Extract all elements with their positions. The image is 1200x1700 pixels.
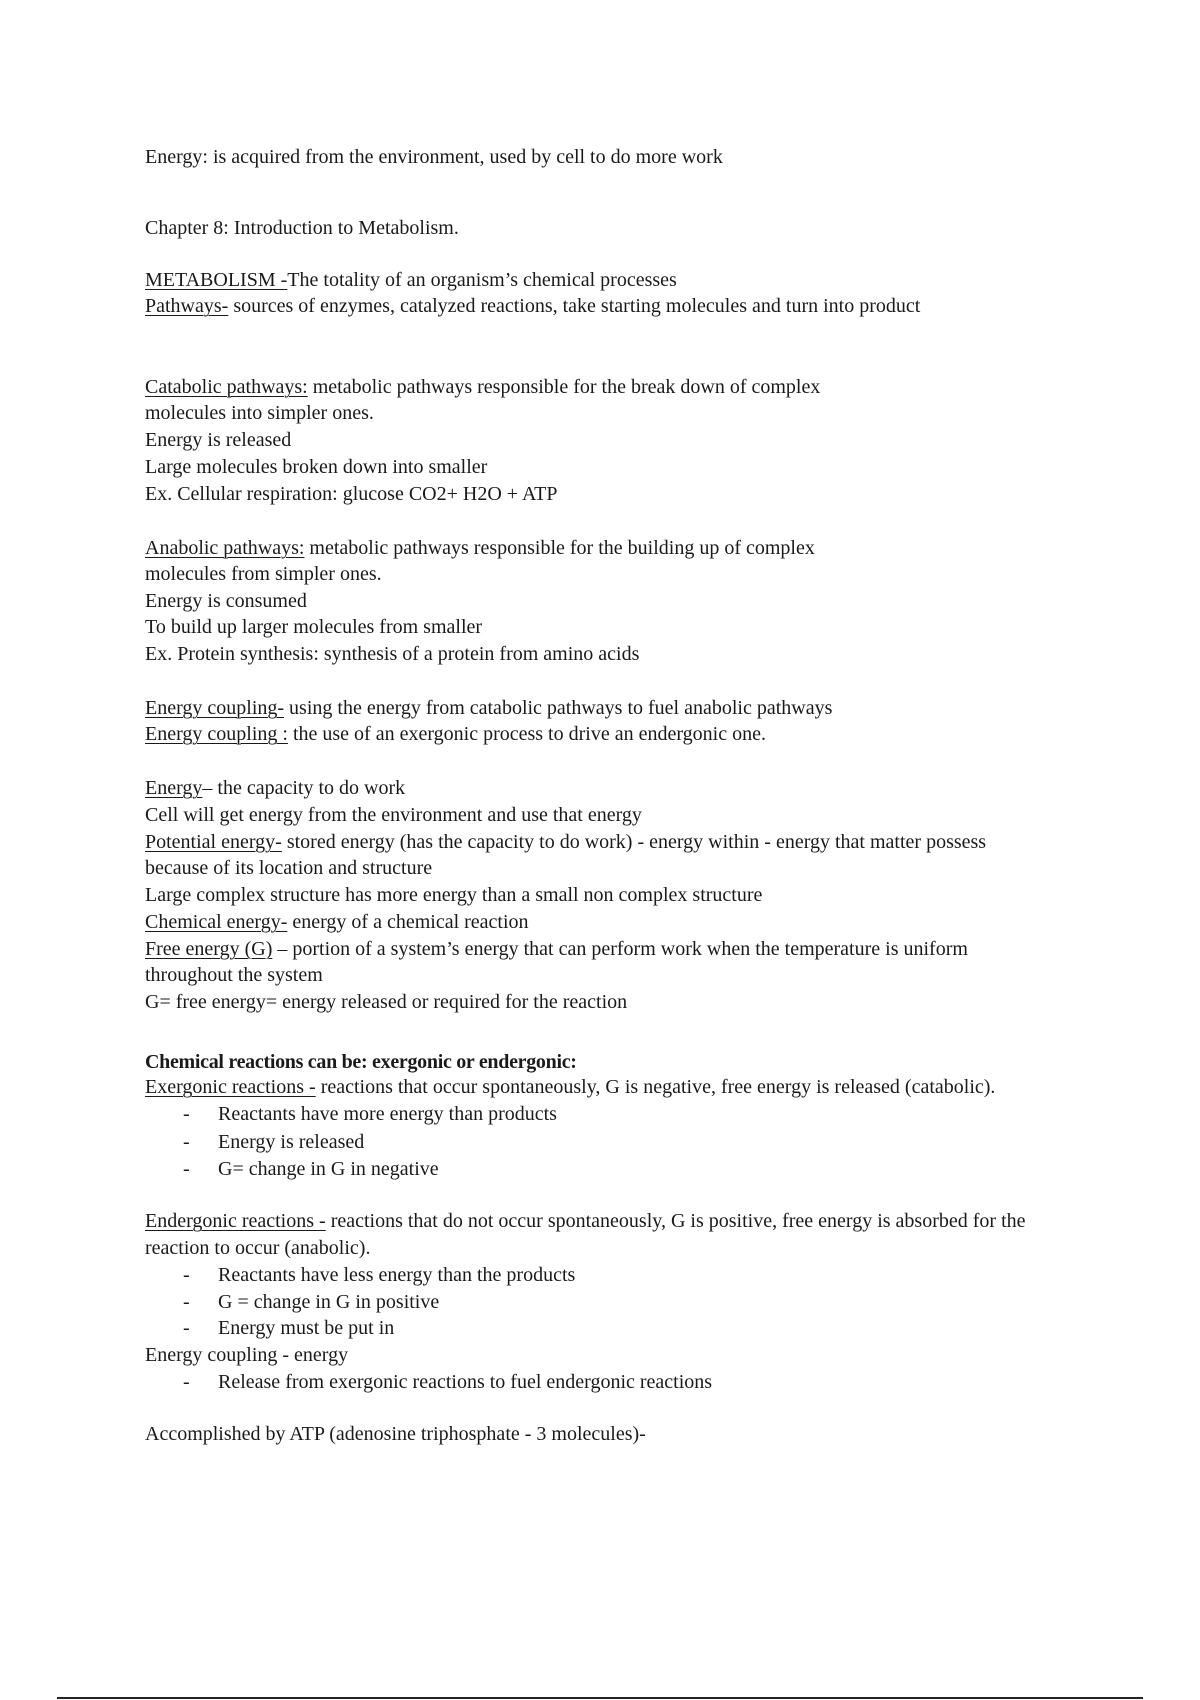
reactions-heading: Chemical reactions can be: exergonic or endergonic: xyxy=(145,1051,577,1073)
energy-definition xyxy=(145,775,405,801)
energy-term: Energy xyxy=(145,777,203,799)
pathways-definition xyxy=(145,293,920,319)
list-item: G= change in G in negative xyxy=(218,1158,439,1180)
metabolism-definition xyxy=(145,267,677,293)
bullet-dash: - xyxy=(183,1317,190,1339)
energy-coupling-definition xyxy=(145,695,832,721)
endergonic-definition xyxy=(145,1208,1026,1234)
list-item: Release from exergonic reactions to fuel endergonic reactions xyxy=(218,1371,713,1393)
bullet-dash: - xyxy=(183,1291,190,1313)
energy-text: – the capacity to do work xyxy=(202,777,406,799)
intro-text: Energy: is acquired from the environment, used by cell to do more work xyxy=(145,146,723,168)
catabolic-definition xyxy=(145,374,820,400)
energy-coupling-definition-2 xyxy=(145,721,766,747)
free-energy-definition xyxy=(145,936,968,962)
energy-coupling-text: using the energy from catabolic pathways to fuel anabolic pathways xyxy=(284,697,833,719)
anabolic-term: Anabolic pathways: xyxy=(145,537,305,559)
potential-energy-term: Potential energy- xyxy=(145,831,282,853)
metabolism-text: The totality of an organism’s chemical processes xyxy=(287,269,677,291)
chemical-energy-definition xyxy=(145,909,529,935)
potential-energy-line: because of its location and structure xyxy=(145,857,433,879)
bullet-dash: - xyxy=(183,1103,190,1125)
list-item: Energy must be put in xyxy=(218,1317,395,1339)
exergonic-term: Exergonic reactions - xyxy=(145,1076,316,1098)
energy-coupling-text-2: the use of an exergonic process to drive an endergonic one. xyxy=(287,723,766,745)
free-energy-text: – portion of a system’s energy that can perform work when the temperature is uniform xyxy=(272,938,968,960)
catabolic-line: Ex. Cellular respiration: glucose CO2+ H2O + ATP xyxy=(145,483,558,505)
catabolic-line: Energy is released xyxy=(145,429,292,451)
chapter-title: Chapter 8: Introduction to Metabolism. xyxy=(145,217,459,239)
anabolic-line: Ex. Protein synthesis: synthesis of a protein from amino acids xyxy=(145,643,640,665)
list-item: Reactants have less energy than the products xyxy=(218,1264,576,1286)
free-energy-line: G= free energy= energy released or required for the reaction xyxy=(145,991,628,1013)
pathways-text: sources of enzymes, catalyzed reactions, take starting molecules and turn into product xyxy=(228,295,921,317)
exergonic-definition xyxy=(145,1074,995,1100)
catabolic-line: molecules into simpler ones. xyxy=(145,402,374,424)
potential-energy-definition xyxy=(145,829,986,855)
potential-energy-line: Large complex structure has more energy than a small non complex structure xyxy=(145,884,763,906)
bullet-dash: - xyxy=(183,1131,190,1153)
catabolic-term: Catabolic pathways: xyxy=(145,376,308,398)
endergonic-text: reactions that do not occur spontaneously, G is positive, free energy is absorbed for the xyxy=(325,1210,1026,1232)
chemical-energy-term: Chemical energy- xyxy=(145,911,288,933)
anabolic-definition xyxy=(145,535,815,561)
list-item: G = change in G in positive xyxy=(218,1291,440,1313)
anabolic-text: metabolic pathways responsible for the building up of complex xyxy=(304,537,815,559)
atp-line: Accomplished by ATP (adenosine triphosphate - 3 molecules)- xyxy=(145,1423,646,1445)
metabolism-term: METABOLISM - xyxy=(145,269,288,291)
exergonic-text: reactions that occur spontaneously, G is negative, free energy is released (catabolic). xyxy=(315,1076,996,1098)
energy-coupling-term-2: Energy coupling : xyxy=(145,723,288,745)
free-energy-term: Free energy (G) xyxy=(145,938,273,960)
anabolic-line: To build up larger molecules from smaller xyxy=(145,616,483,638)
footer-rule xyxy=(57,1697,1143,1699)
anabolic-line: Energy is consumed xyxy=(145,590,307,612)
bullet-dash: - xyxy=(183,1371,190,1393)
pathways-term: Pathways- xyxy=(145,295,229,317)
list-item: Energy is released xyxy=(218,1131,365,1153)
potential-energy-text: stored energy (has the capacity to do work) - energy within - energy that matter possess xyxy=(281,831,987,853)
catabolic-line: Large molecules broken down into smaller xyxy=(145,456,488,478)
endergonic-term: Endergonic reactions - xyxy=(145,1210,326,1232)
bullet-dash: - xyxy=(183,1158,190,1180)
free-energy-line: throughout the system xyxy=(145,964,323,986)
energy-coupling-line: Energy coupling - energy xyxy=(145,1344,349,1366)
chemical-energy-text: energy of a chemical reaction xyxy=(287,911,529,933)
endergonic-line: reaction to occur (anabolic). xyxy=(145,1237,371,1259)
bullet-dash: - xyxy=(183,1264,190,1286)
list-item: Reactants have more energy than products xyxy=(218,1103,557,1125)
energy-coupling-term: Energy coupling- xyxy=(145,697,285,719)
catabolic-text: metabolic pathways responsible for the break down of complex xyxy=(307,376,821,398)
anabolic-line: molecules from simpler ones. xyxy=(145,563,382,585)
energy-line: Cell will get energy from the environment and use that energy xyxy=(145,804,642,826)
